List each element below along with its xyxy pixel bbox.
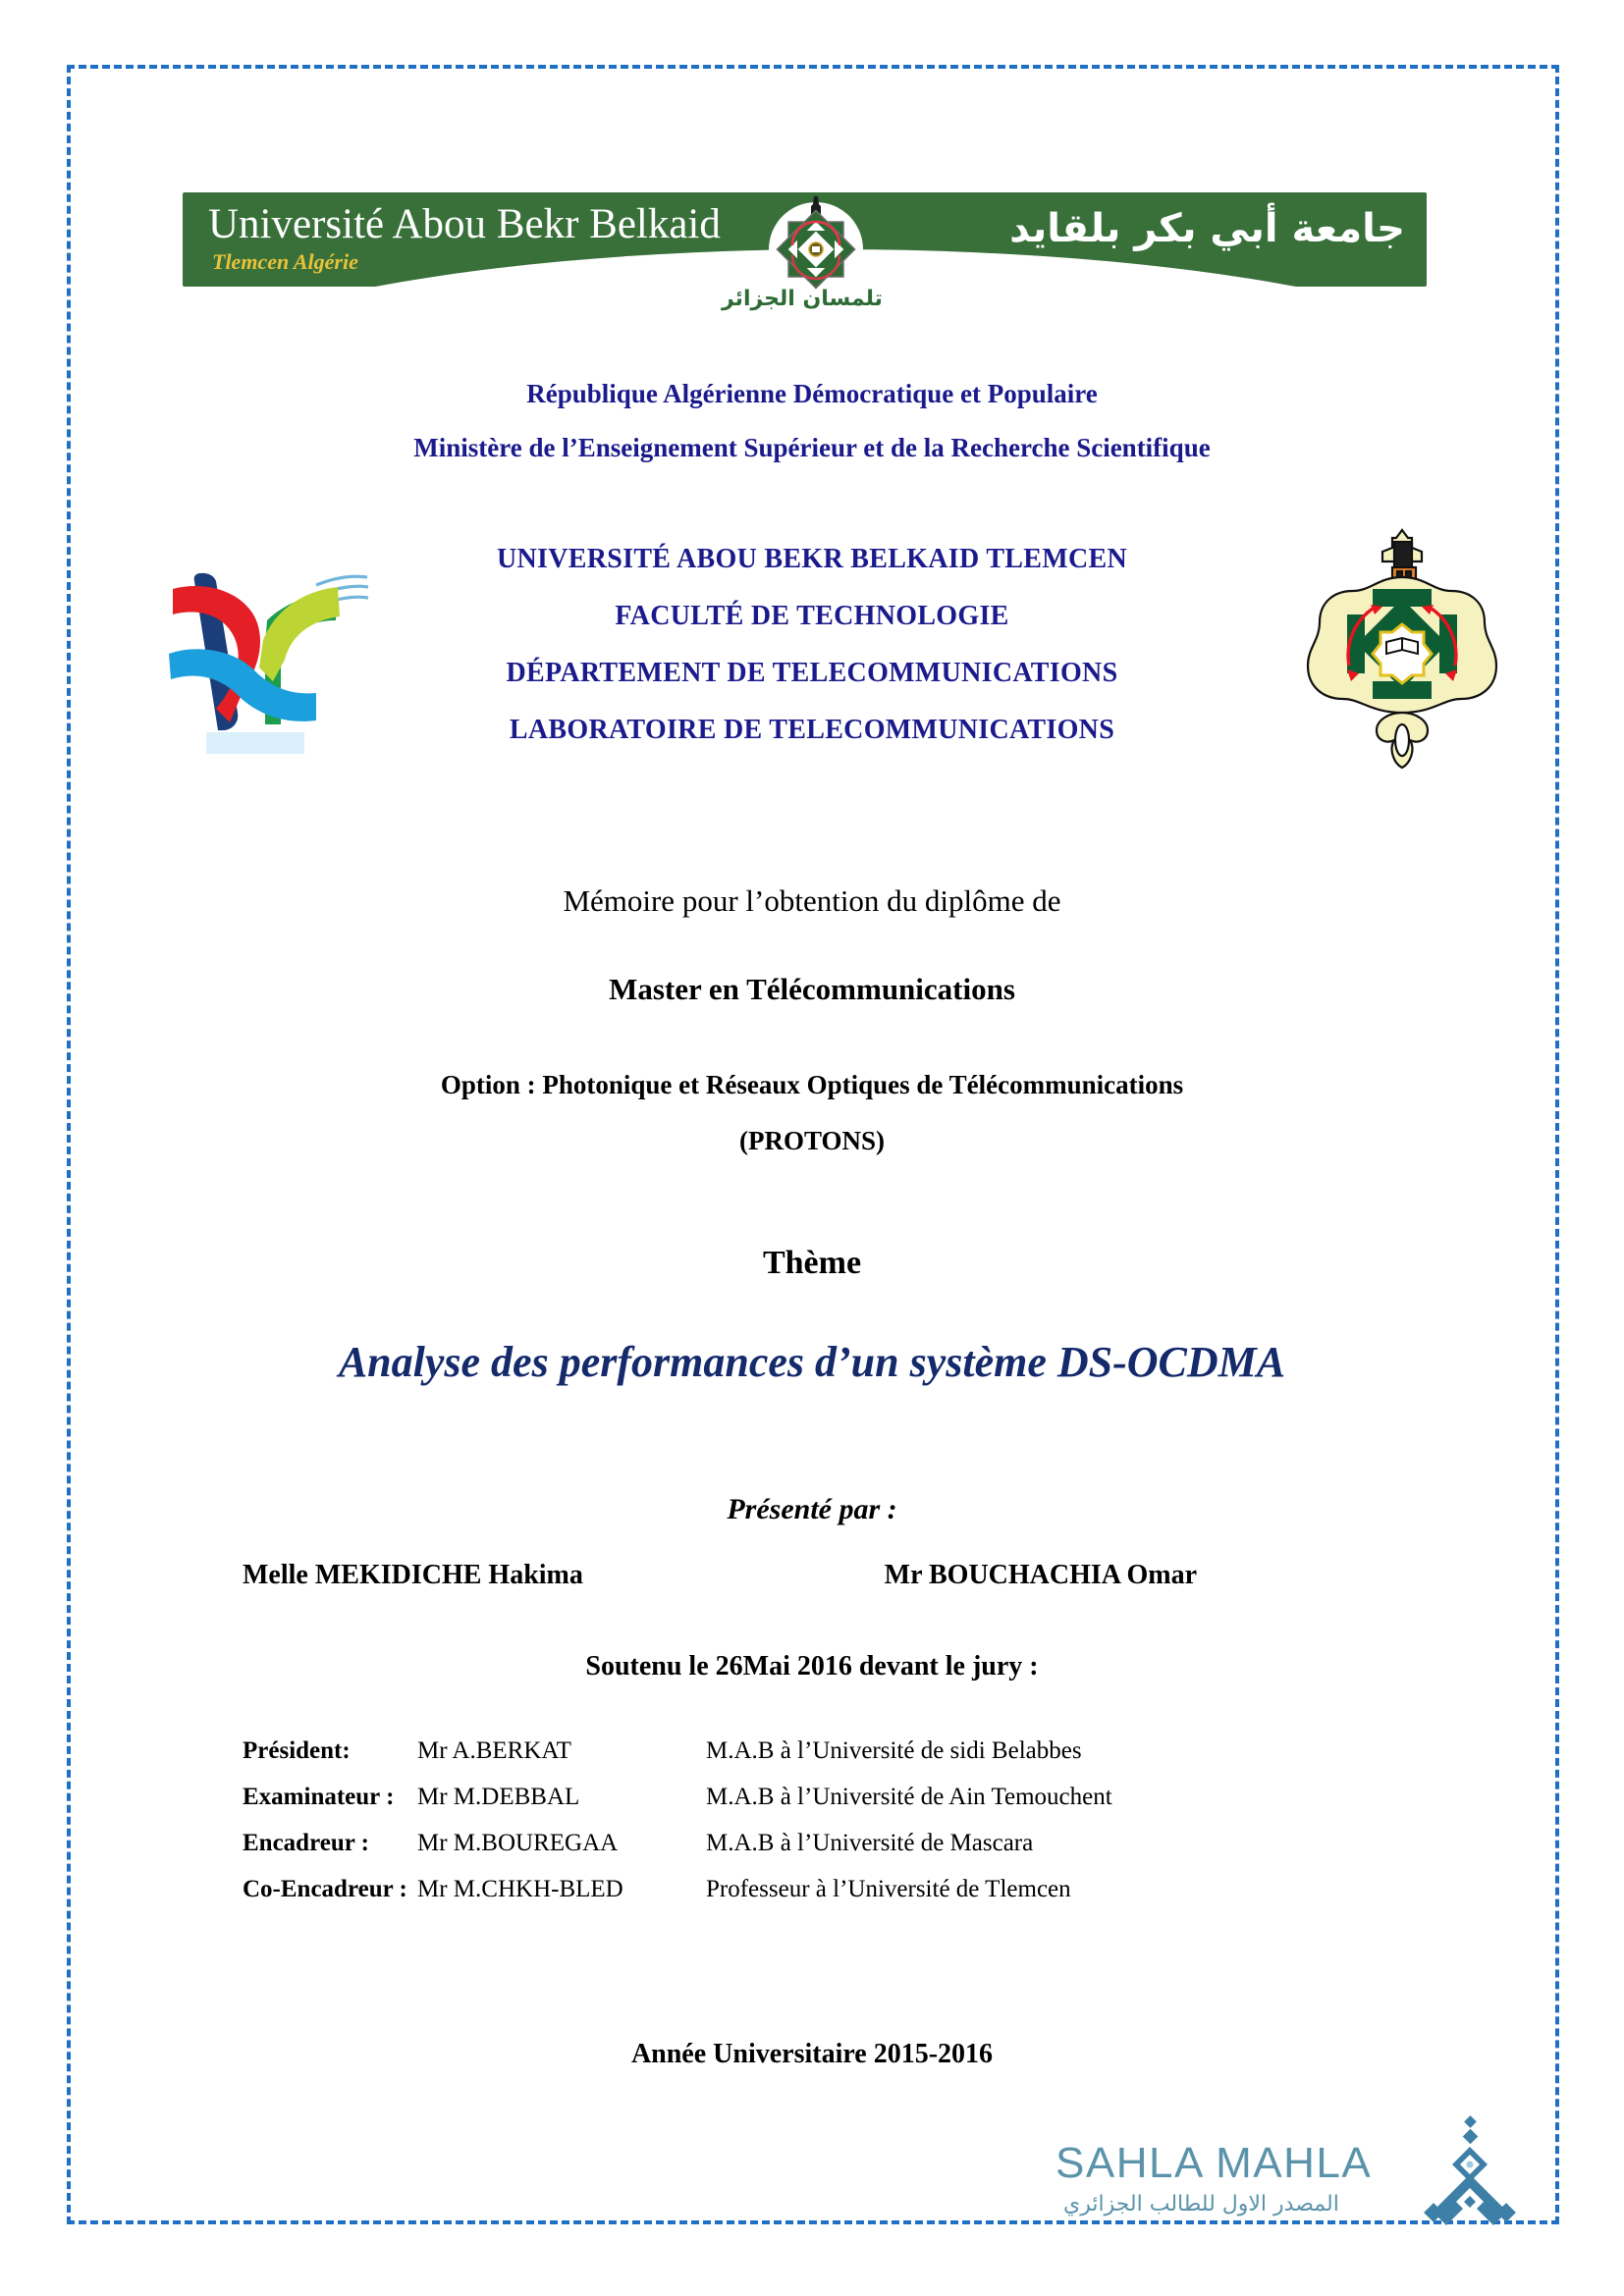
presented-by-label: Présenté par :	[727, 1493, 897, 1525]
jury-affiliation: M.A.B à l’Université de Mascara	[706, 1830, 1034, 1856]
authors-row	[243, 1560, 1381, 1591]
institution-line-4: LABORATOIRE DE TELECOMMUNICATIONS	[509, 715, 1115, 745]
jury-name: Mr A.BERKAT	[417, 1737, 571, 1764]
watermark-brand-name: SAHLA MAHLA	[1056, 2139, 1373, 2187]
banner-arabic-title: جامعة أبي بكر بلقايد	[1009, 206, 1405, 251]
theme-label: Thème	[762, 1245, 862, 1281]
table-row	[243, 1830, 1421, 1857]
sahla-mahla-logo-icon	[1423, 2115, 1517, 2231]
institution-block	[321, 544, 1303, 772]
diploma-degree: Master en Télécommunications	[609, 972, 1015, 1006]
author-1: Melle MEKIDICHE Hakima	[243, 1560, 583, 1590]
institution-line-2: FACULTÉ DE TECHNOLOGIE	[615, 601, 1009, 631]
jury-affiliation: M.A.B à l’Université de Ain Temouchent	[706, 1784, 1112, 1810]
university-emblem-icon	[1278, 518, 1526, 775]
table-row	[243, 1876, 1421, 1903]
banner-arabic-subtitle: تلمسان الجزائر	[722, 287, 883, 311]
jury-affiliation: Professeur à l’Université de Tlemcen	[706, 1876, 1071, 1902]
thesis-title: Analyse des performances d’un système DS-OCDMA	[338, 1338, 1286, 1386]
jury-role: Examinateur :	[243, 1784, 395, 1810]
jury-table	[243, 1737, 1421, 1922]
jury-role: Président:	[243, 1737, 351, 1764]
jury-name: Mr M.DEBBAL	[417, 1784, 580, 1810]
table-row	[243, 1737, 1421, 1765]
banner-french-subtitle: Tlemcen Algérie	[212, 249, 358, 274]
jury-name: Mr M.BOUREGAA	[417, 1830, 619, 1856]
academic-year: Année Universitaire 2015-2016	[630, 2039, 994, 2069]
republic-line-2: Ministère de l’Enseignement Supérieur et de la Recherche Scientifique	[413, 433, 1211, 462]
jury-role: Encadreur :	[243, 1830, 369, 1856]
institution-line-1: UNIVERSITÉ ABOU BEKR BELKAID TLEMCEN	[497, 544, 1127, 574]
jury-affiliation: M.A.B à l’Université de sidi Belabbes	[706, 1737, 1082, 1764]
table-row	[243, 1784, 1421, 1811]
jury-name: Mr M.CHKH-BLED	[417, 1876, 623, 1902]
diploma-option-acronym: (PROTONS)	[738, 1126, 885, 1155]
jury-role: Co-Encadreur :	[243, 1876, 407, 1902]
watermark-tagline: المصدر الاول للطالب الجزائري	[1063, 2192, 1339, 2216]
defense-statement: Soutenu le 26Mai 2016 devant le jury :	[585, 1651, 1039, 1682]
institution-line-3: DÉPARTEMENT DE TELECOMMUNICATIONS	[506, 658, 1118, 688]
author-2: Mr BOUCHACHIA Omar	[884, 1560, 1197, 1590]
banner-french-title: Université Abou Bekr Belkaid	[208, 201, 721, 247]
sahla-mahla-watermark	[1056, 2115, 1517, 2243]
diploma-option: Option : Photonique et Réseaux Optiques de Télécommunications	[440, 1070, 1184, 1099]
republic-line-1: République Algérienne Démocratique et Populaire	[526, 379, 1098, 408]
diploma-intro: Mémoire pour l’obtention du diplôme de	[563, 883, 1061, 918]
